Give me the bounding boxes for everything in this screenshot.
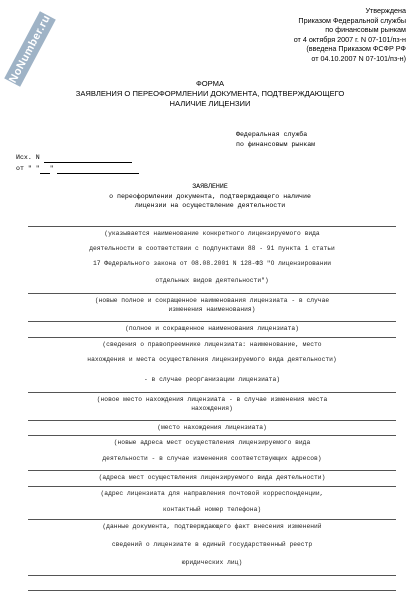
fill-in-line[interactable] bbox=[28, 337, 396, 338]
field-caption: юридических лиц) bbox=[181, 559, 243, 566]
field-caption: отдельных видов деятельности") bbox=[155, 277, 269, 284]
approval-line: (введена Приказом ФСФР РФ bbox=[306, 44, 406, 54]
field-caption: контактный номер телефона) bbox=[162, 506, 262, 513]
field-caption: деятельности в соответствии с подпунктами 88 - 91 пункта 1 статьи bbox=[89, 245, 335, 252]
outgoing-number-field[interactable] bbox=[44, 154, 132, 163]
outgoing-number-label: Исх. N bbox=[16, 154, 40, 161]
field-caption: изменения наименования) bbox=[168, 306, 256, 313]
fill-in-line[interactable] bbox=[28, 420, 396, 421]
application-subtitle-line: о переоформлении документа, подтверждающего наличие bbox=[109, 192, 311, 200]
fill-in-line[interactable] bbox=[28, 293, 396, 294]
field-caption: нахождения и места осуществления лицензируемого вида деятельности) bbox=[87, 356, 337, 363]
approval-line: от 4 октября 2007 г. N 07-101/пз-н bbox=[293, 34, 406, 44]
field-caption: деятельности - в случае изменения соответствующих адресов) bbox=[102, 455, 322, 462]
watermark: NoNumber.ru bbox=[4, 11, 56, 87]
field-caption: (адрес лицензиата для направления почтовой корреспонденции, bbox=[100, 490, 324, 497]
form-title-line: ЗАЯВЛЕНИЯ О ПЕРЕОФОРМЛЕНИИ ДОКУМЕНТА, ПОДТВЕРЖДАЮЩЕГО bbox=[75, 89, 345, 98]
form-title-line: НАЛИЧИЕ ЛИЦЕНЗИИ bbox=[169, 99, 251, 108]
field-caption: (новые адреса мест осуществления лицензируемого вида bbox=[113, 439, 311, 446]
fill-in-line[interactable] bbox=[28, 575, 396, 576]
approval-block bbox=[196, 6, 406, 64]
field-caption: нахождения) bbox=[191, 405, 233, 412]
approval-line: от 04.10.2007 N 07-101/пз-н) bbox=[311, 53, 406, 63]
outgoing-number-row bbox=[16, 152, 216, 163]
recipient-block bbox=[236, 130, 386, 150]
outgoing-day-field[interactable] bbox=[40, 165, 50, 174]
approval-line: по финансовым рынкам bbox=[325, 25, 406, 35]
outgoing-reference bbox=[16, 152, 216, 174]
outgoing-date-row bbox=[16, 163, 216, 174]
field-caption: - в случае реорганизации лицензиата) bbox=[143, 376, 281, 383]
fill-in-line[interactable] bbox=[28, 321, 396, 322]
field-caption: (место нахождения лицензиата) bbox=[157, 424, 267, 431]
approval-line: Приказом Федеральной службы bbox=[298, 15, 406, 25]
fill-in-line[interactable] bbox=[28, 519, 396, 520]
field-caption: (новые полное и сокращенное наименования лицензиата - в случае bbox=[94, 297, 330, 304]
field-caption: (адреса мест осуществления лицензируемого вида деятельности) bbox=[98, 474, 326, 481]
recipient-line: по финансовым рынкам bbox=[236, 141, 316, 148]
application-title: ЗАЯВЛЕНИЕ bbox=[192, 183, 228, 190]
fill-in-line[interactable] bbox=[28, 435, 396, 436]
fill-in-line[interactable] bbox=[28, 590, 396, 591]
form-title-line: ФОРМА bbox=[195, 79, 225, 88]
field-caption: (указывается наименование конкретного лицензируемого вида bbox=[104, 230, 320, 237]
outgoing-date-quote: " bbox=[49, 165, 54, 172]
field-caption: сведений о лицензиате в единый государственный реестр bbox=[111, 541, 313, 548]
application-subtitle-line: лицензии на осуществление деятельности bbox=[134, 202, 286, 209]
outgoing-month-year-field[interactable] bbox=[57, 165, 139, 174]
field-caption: (сведения о правопреемнике лицензиата: наименование, место bbox=[102, 341, 322, 348]
application-header bbox=[20, 182, 400, 211]
field-caption: 17 Федерального закона от 08.08.2001 N 128-ФЗ "О лицензировании bbox=[92, 260, 332, 267]
fill-in-line[interactable] bbox=[28, 486, 396, 487]
field-caption: (полное и сокращенное наименования лицензиата) bbox=[125, 325, 299, 332]
outgoing-date-label: от " " bbox=[16, 165, 40, 172]
field-caption: (данные документа, подтверждающего факт внесения изменений bbox=[102, 523, 322, 530]
form-title bbox=[40, 79, 380, 109]
fill-in-line[interactable] bbox=[28, 392, 396, 393]
approval-line: Утверждена bbox=[365, 6, 406, 15]
fill-in-line[interactable] bbox=[28, 470, 396, 471]
recipient-line: Федеральная служба bbox=[236, 131, 308, 138]
fill-in-line[interactable] bbox=[28, 226, 396, 227]
field-caption: (новое место нахождения лицензиата - в случае изменения места bbox=[96, 396, 328, 403]
